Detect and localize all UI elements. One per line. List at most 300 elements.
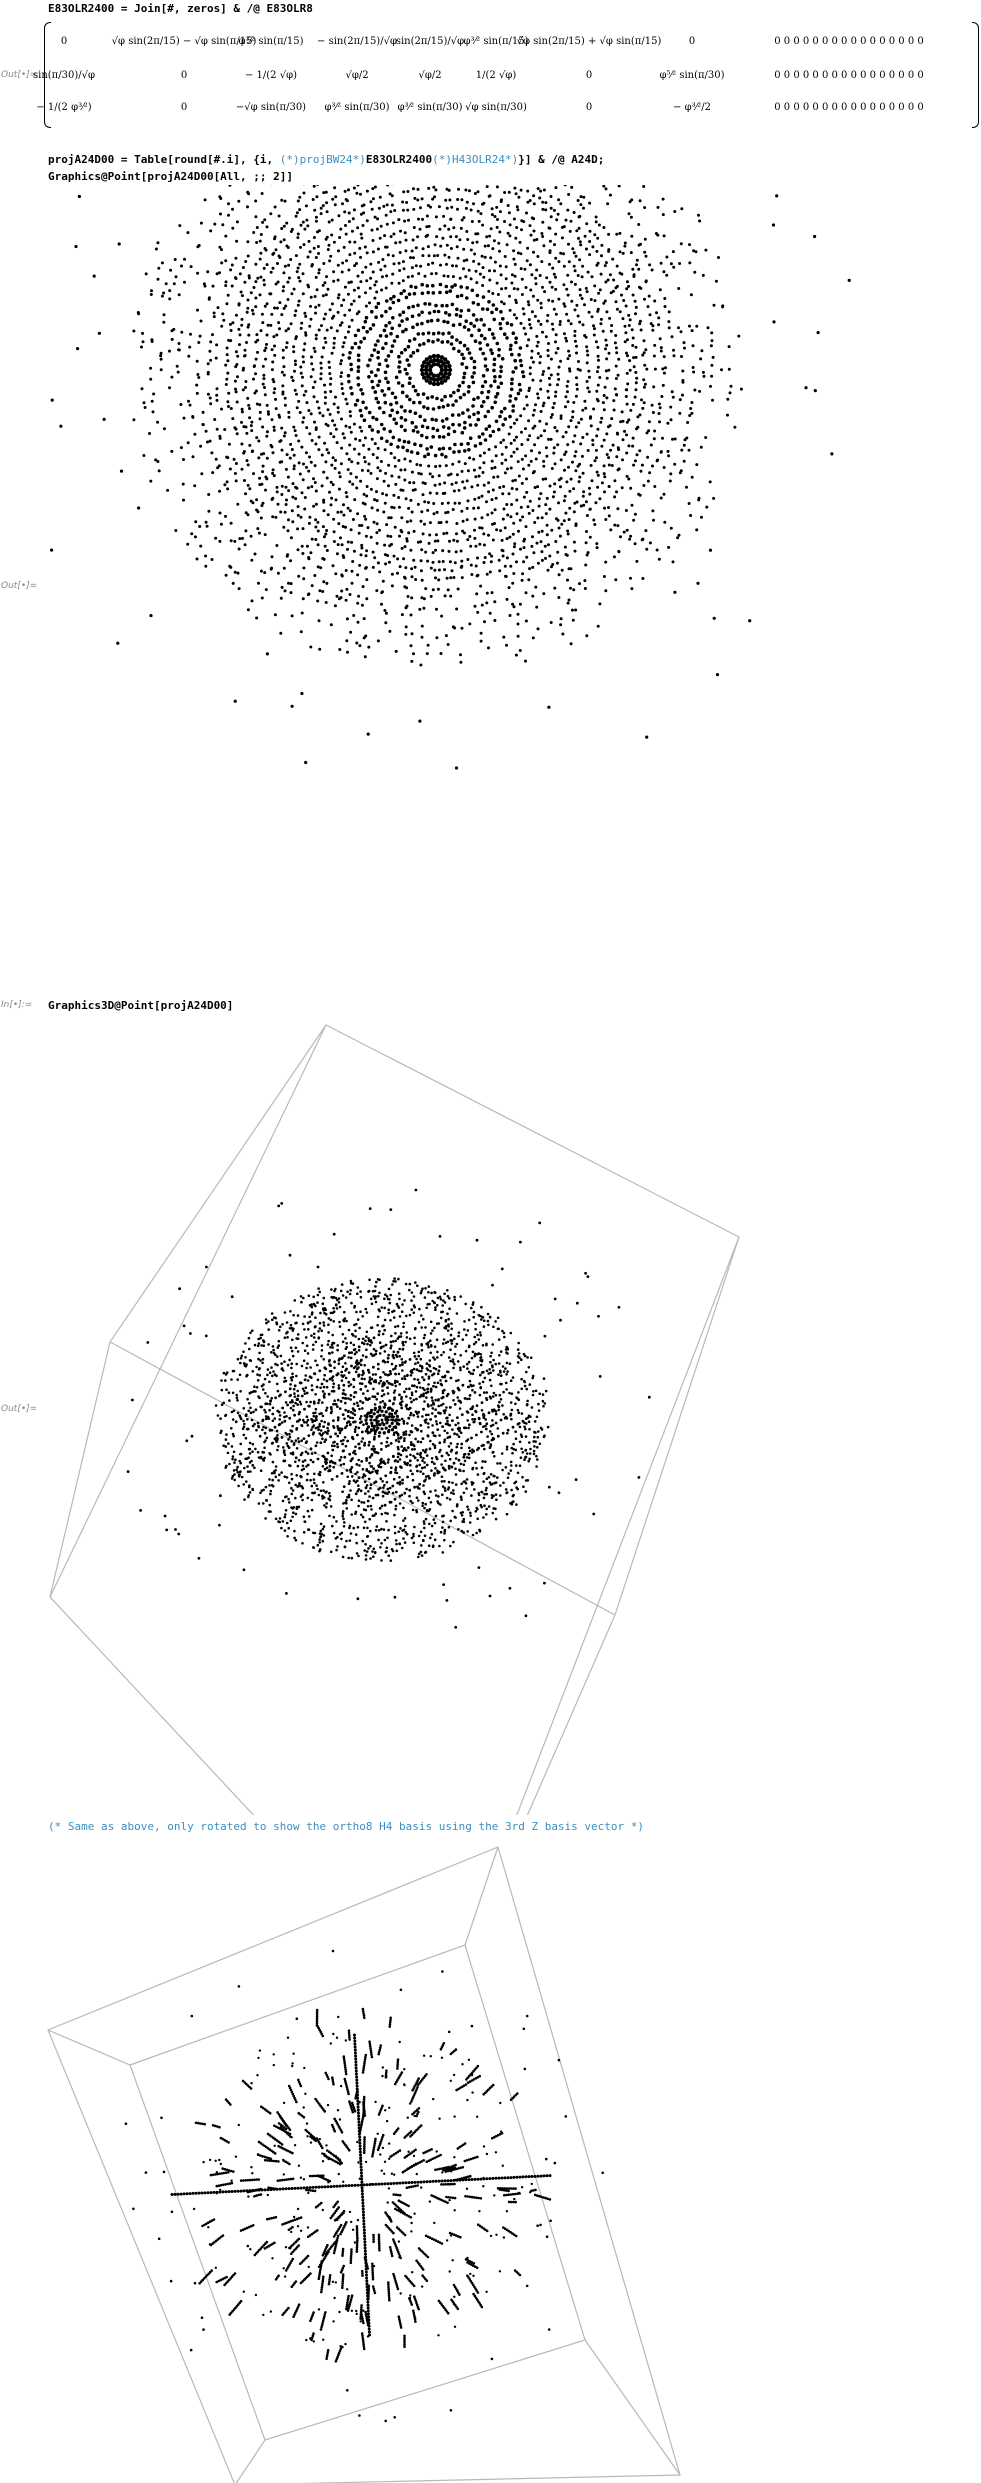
point [528,1428,531,1431]
point [481,604,484,607]
point [358,524,361,527]
point [357,359,361,363]
point [344,1409,347,1412]
point [495,206,498,209]
point [264,247,267,250]
point [597,399,600,402]
point [320,1523,323,1526]
point [243,1498,246,1501]
point [341,202,344,205]
point [552,406,555,409]
point [420,372,424,376]
point [209,440,212,443]
point [446,340,450,344]
point [442,435,446,439]
point [457,188,460,191]
point [277,1479,280,1482]
point [367,375,371,379]
point [317,543,320,546]
code-line-projection[interactable] [48,153,604,166]
point [326,1407,329,1410]
point [303,1328,306,1331]
matrix-cell: sin(2π/15)/√φ [395,36,465,47]
point [215,357,218,360]
point [254,200,257,203]
point [382,511,385,514]
point [556,562,559,565]
graphics-2d-point-plot[interactable] [40,185,900,975]
point [178,342,181,345]
point [316,600,319,603]
point [472,313,476,317]
code-line-graphics3d[interactable]: Graphics3D@Point[projA24D00] [48,999,234,1012]
point [191,415,194,418]
point [535,269,538,272]
point [385,440,389,444]
point [358,1499,361,1502]
point [439,1296,442,1299]
point [294,1395,297,1398]
point [459,341,463,345]
point [423,302,427,306]
point [428,302,432,306]
point [578,215,581,218]
point [502,485,505,488]
point [323,535,326,538]
point [372,1514,375,1517]
point [413,530,416,533]
point [193,433,196,436]
point [337,543,340,546]
point [418,1308,421,1311]
point [433,569,436,572]
point [268,1478,271,1481]
point [357,1318,360,1321]
point [500,273,503,276]
point [396,572,399,575]
point [294,309,297,312]
point [552,452,555,455]
point [365,554,368,557]
point [258,532,261,535]
point [583,400,586,403]
point [607,369,610,372]
point [241,1476,244,1479]
point [328,244,331,247]
point-cloud-2d [40,185,851,770]
point [382,1414,385,1417]
point [461,411,465,415]
point [597,384,600,387]
point [287,489,290,492]
point [348,444,351,447]
point [360,233,363,236]
point [302,577,305,580]
point [180,331,183,334]
point [287,1527,290,1530]
point [557,373,560,376]
point [615,365,618,368]
graphics-3d-point-plot[interactable] [0,1015,981,1815]
point [440,453,444,457]
point [239,272,242,275]
point [416,304,420,308]
point [291,1373,294,1376]
point [482,532,485,535]
point [316,185,319,186]
point [585,336,588,339]
point [426,509,429,512]
point [414,389,418,393]
point [446,321,450,325]
point [398,1440,401,1443]
point [551,267,554,270]
point [304,315,307,318]
point [365,495,368,498]
point [313,209,316,212]
point [631,445,634,448]
point [170,376,173,379]
point [255,436,258,439]
point [489,256,492,259]
point [472,413,476,417]
point [365,305,368,308]
point [523,546,526,549]
point [397,381,401,385]
point [419,444,423,448]
point [475,270,478,273]
point [631,344,634,347]
point [468,269,471,272]
point [740,388,743,391]
point [364,567,367,570]
point [384,502,387,505]
point [588,311,591,314]
point [463,426,467,430]
point [577,237,580,240]
point [196,373,199,376]
point [551,286,554,289]
point [436,382,440,386]
point [380,1427,383,1430]
point [290,1362,293,1365]
point [297,400,300,403]
point [447,474,450,477]
point [541,516,544,519]
point [236,432,239,435]
point [442,405,446,409]
point [472,371,476,375]
point [545,276,548,279]
point [393,1416,396,1419]
point [532,194,535,197]
point [435,397,439,401]
point [240,421,243,424]
point [402,1326,405,1329]
point [231,264,234,267]
point [695,250,698,253]
point [386,364,390,368]
point [710,375,713,378]
point [342,432,345,435]
point [261,426,264,429]
point [338,293,341,296]
point [486,1478,489,1481]
point [545,335,548,338]
point [528,512,531,515]
point [242,266,245,269]
point [412,1479,415,1482]
point [322,580,325,583]
point [362,224,365,227]
point [434,1408,437,1411]
point [255,617,258,620]
point [542,244,545,247]
point [604,264,607,267]
point [645,368,648,371]
point [775,194,778,197]
point [679,398,682,401]
point [489,571,492,574]
point [317,1379,320,1382]
point [495,528,498,531]
point [356,399,360,403]
point [596,346,599,349]
point [208,350,211,353]
point [401,391,405,395]
point [457,257,460,260]
point [395,1505,398,1508]
point [345,495,348,498]
point [485,1487,488,1490]
point [381,346,385,350]
point [533,230,536,233]
point [536,345,539,348]
point [517,530,520,533]
point [375,1429,378,1432]
point [360,414,364,418]
point [540,550,543,553]
point [469,545,472,548]
point [472,1534,475,1537]
point [385,1421,388,1424]
code-line-graphics-point[interactable]: Graphics@Point[projA24D00[All, ;; 2]] [48,170,294,183]
point [436,354,440,358]
point [617,448,620,451]
point [693,271,696,274]
point [449,394,453,398]
point [280,493,283,496]
point [474,444,478,448]
point [695,325,698,328]
point [605,310,608,313]
point [157,278,160,281]
point [209,402,212,405]
point [291,520,294,523]
point [544,208,547,211]
point [356,1480,359,1483]
point [289,443,292,446]
point [512,1376,515,1379]
point [438,1434,441,1437]
point [411,305,415,309]
point [419,228,422,231]
point [533,1450,536,1453]
point [499,1484,502,1487]
point [517,1472,520,1475]
point [591,245,594,248]
box-edge [50,1342,110,1597]
point [647,480,650,483]
point [276,486,279,489]
point [519,603,522,606]
point [294,363,297,366]
point [329,383,332,386]
point [366,190,369,193]
point [386,1437,389,1440]
point [343,246,346,249]
point [378,570,381,573]
point [377,561,380,564]
point [508,433,511,436]
point [291,496,294,499]
point [511,582,514,585]
point [345,452,348,455]
point [382,580,385,583]
point [455,522,458,525]
point [626,475,629,478]
point [578,582,581,585]
point [380,1442,383,1445]
point [238,537,241,540]
point [586,361,589,364]
code-line-e83olr2400[interactable]: E83OLR2400 = Join[#, zeros] & /@ E83OLR8 [48,2,313,15]
point [156,241,159,244]
point [454,561,457,564]
point [299,411,302,414]
point [327,408,330,411]
point [392,254,395,257]
point [570,300,573,303]
point [596,471,599,474]
point [519,346,523,350]
point [424,1287,427,1290]
point [367,1337,370,1340]
point [532,1394,535,1397]
point [414,286,418,290]
point [401,1369,404,1372]
point [452,450,456,454]
point [550,438,553,441]
point [183,281,186,284]
point [566,390,569,393]
point [505,1466,508,1469]
point [262,383,265,386]
point [354,1428,357,1431]
point [269,1493,272,1496]
point [465,366,469,370]
point [225,280,228,283]
point [313,395,316,398]
point [553,482,556,485]
point [270,1397,273,1400]
point [320,372,323,375]
point [267,1328,270,1331]
point [232,582,235,585]
point [655,311,658,314]
point [518,475,521,478]
point [321,356,324,359]
point [421,292,425,296]
point [660,497,663,500]
point [376,368,380,372]
point [558,366,561,369]
point [567,319,570,322]
point [340,382,343,385]
point [376,499,379,502]
point [357,1526,360,1529]
point [603,475,606,478]
point [227,405,230,408]
point [623,430,626,433]
point [681,370,684,373]
point [255,333,258,336]
point [414,1362,417,1365]
point [274,613,277,616]
point [540,260,543,263]
point [350,1342,353,1345]
point [680,242,683,245]
point [372,551,375,554]
point [470,564,473,567]
point [591,275,594,278]
point [228,565,231,568]
point [527,338,530,341]
point [407,531,410,534]
point [196,360,199,363]
point [630,251,633,254]
point [387,1554,390,1557]
point [411,1537,414,1540]
point [221,1389,224,1392]
point [387,1308,390,1311]
point [503,407,507,411]
point [288,1433,291,1436]
point [396,411,400,415]
point [609,528,612,531]
point [334,604,337,607]
point [322,346,325,349]
point [263,571,266,574]
point [374,186,377,189]
point [626,372,629,375]
point [234,571,237,574]
point [641,407,644,410]
point [300,1439,303,1442]
point [318,412,321,415]
point [372,1388,375,1391]
point [537,436,540,439]
point [328,372,331,375]
point [387,253,390,256]
point [311,1499,314,1502]
point [485,427,489,431]
point [467,1508,470,1511]
point [644,383,647,386]
point [541,530,544,533]
point [446,1370,449,1373]
point [189,404,192,407]
